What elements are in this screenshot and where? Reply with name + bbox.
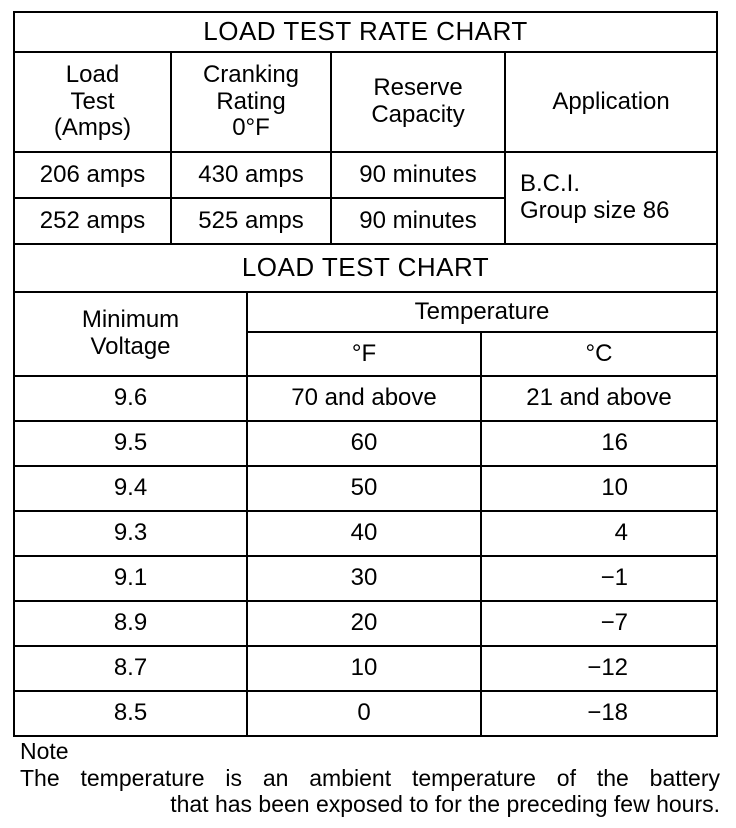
header-minimum-voltage bbox=[14, 292, 247, 376]
cell-temp-c: −12 bbox=[481, 646, 717, 691]
cell-cranking-rating: 525 amps bbox=[171, 198, 331, 244]
header-temperature: Temperature bbox=[247, 292, 717, 332]
cell-voltage: 9.1 bbox=[14, 556, 247, 601]
cell-temp-f: 20 bbox=[247, 601, 481, 646]
header-cranking-rating bbox=[171, 52, 331, 152]
header-line: Capacity bbox=[371, 101, 465, 128]
cell-voltage: 8.9 bbox=[14, 601, 247, 646]
header-load-test bbox=[14, 52, 171, 152]
cell-temp-f: 60 bbox=[247, 421, 481, 466]
cell-voltage: 8.5 bbox=[14, 691, 247, 736]
header-application: Application bbox=[505, 52, 717, 152]
cell-temp-c: −7 bbox=[481, 601, 717, 646]
note-line: The temperature is an ambient temperature of the battery bbox=[20, 764, 720, 791]
header-reserve-capacity bbox=[331, 52, 505, 152]
load-test-chart bbox=[13, 245, 718, 737]
cell-temp-c: 4 bbox=[481, 511, 717, 556]
load-test-rate-chart bbox=[13, 11, 718, 245]
note-section bbox=[20, 738, 720, 818]
cell-temp-c: −1 bbox=[481, 556, 717, 601]
cell-temp-c: 21 and above bbox=[481, 376, 717, 421]
table-row bbox=[14, 556, 717, 601]
cell-reserve-capacity: 90 minutes bbox=[331, 152, 505, 198]
header-celsius: °C bbox=[481, 332, 717, 376]
note-line: that has been exposed to for the preceding few hours. bbox=[170, 791, 720, 818]
cell-temp-f: 10 bbox=[247, 646, 481, 691]
header-line: Cranking bbox=[202, 60, 300, 88]
cell-load-test: 206 amps bbox=[14, 152, 171, 198]
header-line: (Amps) bbox=[53, 114, 132, 142]
cell-voltage: 9.5 bbox=[14, 421, 247, 466]
cell-voltage: 8.7 bbox=[14, 646, 247, 691]
cell-temp-f: 50 bbox=[247, 466, 481, 511]
cell-voltage: 9.6 bbox=[14, 376, 247, 421]
table-row bbox=[14, 466, 717, 511]
cell-temp-c: 10 bbox=[481, 466, 717, 511]
application-line: Group size 86 bbox=[520, 197, 670, 224]
cell-cranking-rating: 430 amps bbox=[171, 152, 331, 198]
load-test-document bbox=[13, 11, 716, 737]
cell-temp-f: 40 bbox=[247, 511, 481, 556]
cell-temp-c: 16 bbox=[481, 421, 717, 466]
cell-voltage: 9.3 bbox=[14, 511, 247, 556]
header-fahrenheit: °F bbox=[247, 332, 481, 376]
cell-temp-f: 0 bbox=[247, 691, 481, 736]
cell-reserve-capacity: 90 minutes bbox=[331, 198, 505, 244]
note-label: Note bbox=[20, 738, 69, 764]
cell-temp-f: 30 bbox=[247, 556, 481, 601]
table-row bbox=[14, 601, 717, 646]
cell-temp-c: −18 bbox=[481, 691, 717, 736]
table-row bbox=[14, 646, 717, 691]
cell-load-test: 252 amps bbox=[14, 198, 171, 244]
header-line: Rating bbox=[216, 87, 286, 115]
table-row bbox=[14, 691, 717, 736]
header-line: Reserve bbox=[373, 74, 463, 102]
cell-temp-f: 70 and above bbox=[247, 376, 481, 421]
cell-application bbox=[505, 152, 717, 244]
header-line: Voltage bbox=[90, 333, 171, 360]
application-line: B.C.I. bbox=[520, 170, 581, 198]
header-line: Load bbox=[65, 60, 120, 88]
table-row bbox=[14, 376, 717, 421]
header-line: Test bbox=[70, 87, 115, 115]
header-line: 0°F bbox=[232, 114, 270, 142]
cell-voltage: 9.4 bbox=[14, 466, 247, 511]
header-line: Minimum bbox=[81, 306, 180, 334]
load-chart-title: LOAD TEST CHART bbox=[14, 245, 717, 292]
rate-chart-title: LOAD TEST RATE CHART bbox=[14, 12, 717, 52]
table-row bbox=[14, 511, 717, 556]
table-row bbox=[14, 421, 717, 466]
